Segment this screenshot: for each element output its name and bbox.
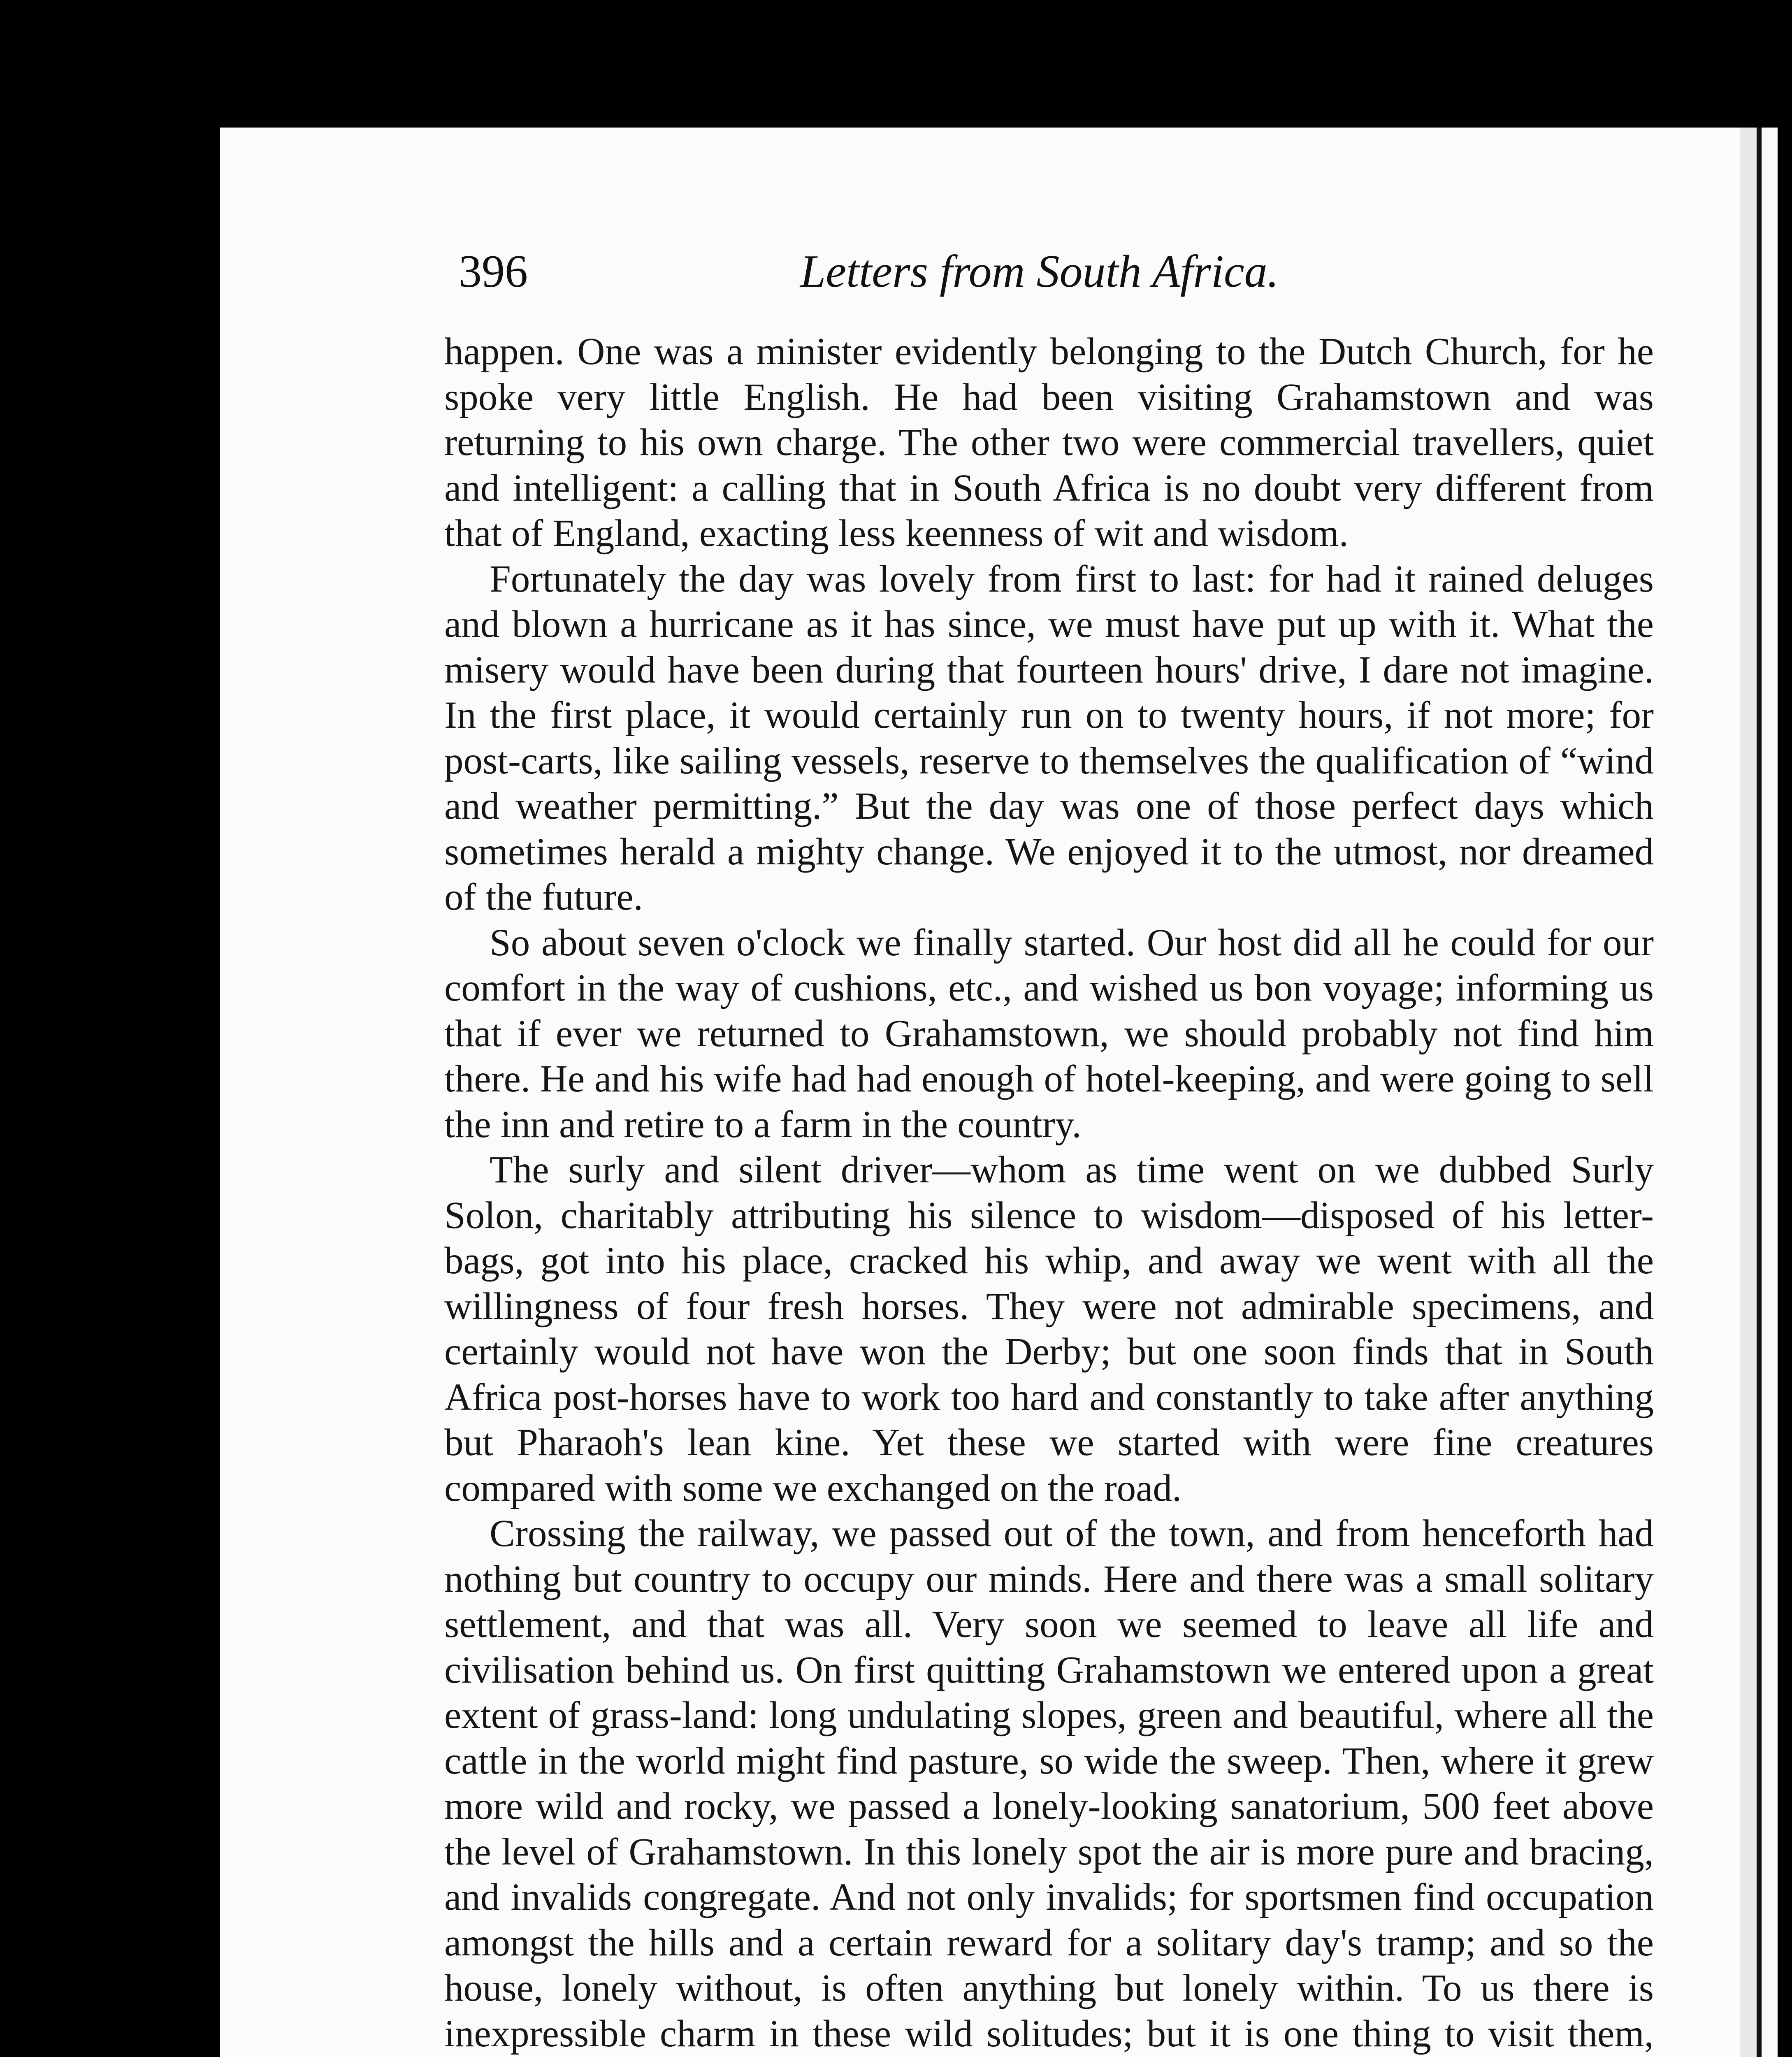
next-page-edge — [1740, 128, 1757, 2057]
paragraph: So about seven o'clock we finally started. Our host did all he could for our comfort in the way of cushions, etc., and wished us bon voyage; informing us that if ever we returned to Grahamstown, we should probably not find him there. He and his wife had had enough of hotel-keeping, and were going to sell the inn and retire to a farm in the country. — [444, 921, 1654, 1146]
running-header — [459, 237, 1324, 306]
paragraph: happen. One was a minister evidently belonging to the Dutch Church, for he spoke very little English. He had been visiting Grahamstown and was returning to his own charge. The other two were commercial travellers, quiet and intelligent: a calling that in South Africa is no doubt very different from that of England, exacting less keenness of wit and wisdom. — [444, 330, 1654, 555]
page-body-text — [444, 329, 1654, 2057]
paragraph: The surly and silent driver—whom as time went on we dubbed Surly Solon, charitably attributing his silence to wisdom—disposed of his letter-bags, got into his place, cracked his whip, and away we went with all the willingness of four fresh horses. They were not admirable specimens, and certainly would not have won the Derby; but one soon finds that in South Africa post-horses have to work too hard and constantly to take after anything but Pharaoh's lean kine. Yet these we started with were fine creatures compared with some we exchanged on the road. — [444, 1149, 1654, 1509]
running-title: Letters from South Africa. — [800, 246, 1279, 297]
paragraph: Crossing the railway, we passed out of the town, and from henceforth had nothing but country to occupy our minds. Here and there was a small solitary settlement, and that was all. Very soon we seemed to leave all life and civilisation behind us. On first quitting Grahamstown we entered upon a great extent of grass-land: long undulating slopes, green and beautiful, where all the cattle in the world might find pasture, so wide the sweep. Then, where it grew more wild and rocky, we passed a lonely-looking sanatorium, 500 feet above the level of Grahamstown. In this lonely spot the air is more pure and bracing, and invalids congregate. And not only invalids; for sportsmen find occupation amongst the hills and a certain reward for a solitary day's tramp; and so the house, lonely without, is often anything but lonely within. To us there is inexpressible charm in these wild solitudes; but it is one thing to visit them, — [444, 1512, 1654, 2055]
paragraph: Fortunately the day was lovely from first to last: for had it rained deluges and blown a hurricane as it has since, we must have put up with it. What the misery would have been during that fourteen hours' drive, I dare not imagine. In the first place, it would certainly run on to twenty hours, if not more; for post-carts, like sailing vessels, reserve to themselves the qualification of “wind and weather permitting.” But the day was one of those perfect days which sometimes herald a mighty change. We enjoyed it to the utmost, nor dreamed of the future. — [444, 557, 1654, 918]
page-gutter-line — [1757, 128, 1762, 2057]
page-number: 396 — [459, 246, 528, 297]
